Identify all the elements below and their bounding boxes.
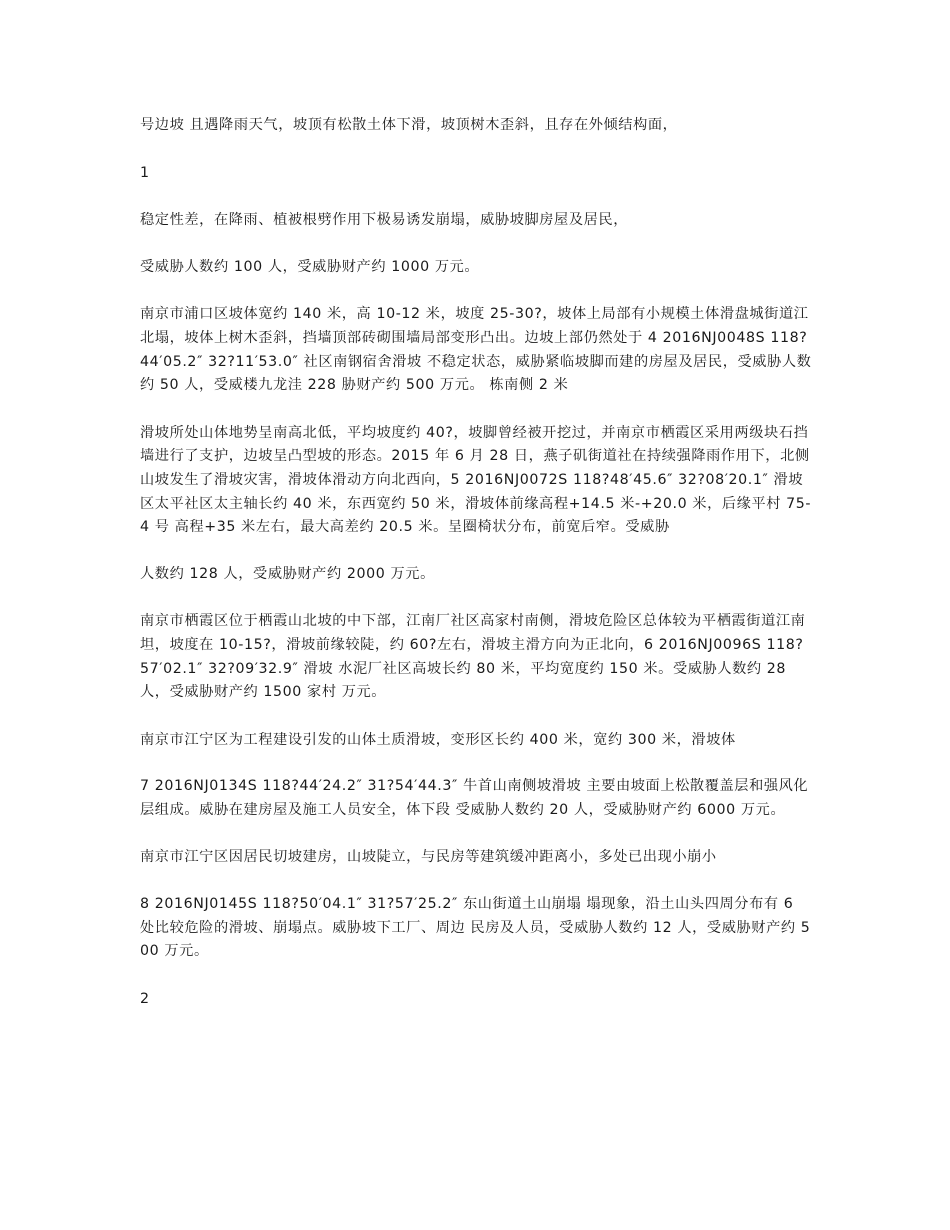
document-page — [140, 114, 812, 1011]
page-number-1: 1 — [140, 164, 150, 181]
paragraph-stability: 稳定性差，在降雨、植被根劈作用下极易诱发崩塌，威胁坡脚房屋及居民， — [140, 212, 628, 229]
paragraph-site-8: 8 2016NJ0145S 118?50′04.1″ 31?57′25.2″ 东山街道土山崩塌 塌现象，沿土山头四周分布有 6 处比较危险的滑坡、崩塌点。威胁坡下工厂、周边 民房及人员，受威胁人数约 12 人，受威胁财产约 500 万元。 — [140, 896, 811, 960]
paragraph-site-8-intro: 南京市江宁区因居民切坡建房，山坡陡立，与民房等建筑缓冲距离小，多处已出现小崩小 — [140, 849, 717, 866]
paragraph-site-6: 南京市栖霞区位于栖霞山北坡的中下部，江南厂社区高家村南侧，滑坡危险区总体较为平栖霞街道江南坦，坡度在 10-15?，滑坡前缘较陡，约 60?左右，滑坡主滑方向为正北向，6 2016NJ0096S 118?57′02.1″ 32?09′32.9″ 滑坡 水泥厂社区高坡长约 80 米，平均宽度约 150 米。受威胁人数约 28 人，受威胁财产约 1500 家村 万元。 — [140, 613, 806, 701]
paragraph-threat-1: 受威胁人数约 100 人，受威胁财产约 1000 万元。 — [140, 258, 480, 275]
paragraph-site-7: 7 2016NJ0134S 118?44′24.2″ 31?54′44.3″ 牛首山南侧坡滑坡 主要由坡面上松散覆盖层和强风化层组成。威胁在建房屋及施工人员安全，体下段 受威胁人数约 20 人，受威胁财产约 6000 万元。 — [140, 778, 809, 818]
paragraph-site-4: 南京市浦口区坡体宽约 140 米，高 10-12 米，坡度 25-30?，坡体上局部有小规模土体滑盘城街道江北塌，坡体上树木歪斜，挡墙顶部砖砌围墙局部变形凸出。边坡上部仍然处于 4 2016NJ0048S 118?44′05.2″ 32?11′53.0″ 社区南钢宿舍滑坡 不稳定状态，威胁紧临坡脚而建的房屋及居民，受威胁人数约 50 人，受威楼九龙洼 228 胁财产约 500 万元。 栋南侧 2 米 — [140, 306, 812, 394]
paragraph-slope-intro: 号边坡 且遇降雨天气，坡顶有松散土体下滑，坡顶树木歪斜，且存在外倾结构面， — [140, 117, 678, 133]
page-number-2: 2 — [140, 990, 150, 1007]
paragraph-threat-5: 人数约 128 人，受威胁财产约 2000 万元。 — [140, 565, 435, 582]
paragraph-site-5: 滑坡所处山体地势呈南高北低，平均坡度约 40?，坡脚曾经被开挖过，并南京市栖霞区采用两级块石挡墙进行了支护，边坡呈凸型坡的形态。2015 年 6 月 28 日，燕子矶街道社在持续强降雨作用下，北侧山坡发生了滑坡灾害，滑坡体滑动方向北西向，5 2016NJ0072S 118?48′45.6″ 32?08′20.1″ 滑坡 区太平社区太主轴长约 40 米，东西宽约 50 米，滑坡体前缘高程+14.5 米-+20.0 米，后缘平村 75-4 号 高程+35 米左右，最大高差约 20.5 米。呈圈椅状分布，前宽后窄。受威胁 — [140, 424, 812, 536]
paragraph-site-7-intro: 南京市江宁区为工程建设引发的山体土质滑坡，变形区长约 400 米，宽约 300 米，滑坡体 — [140, 731, 736, 748]
